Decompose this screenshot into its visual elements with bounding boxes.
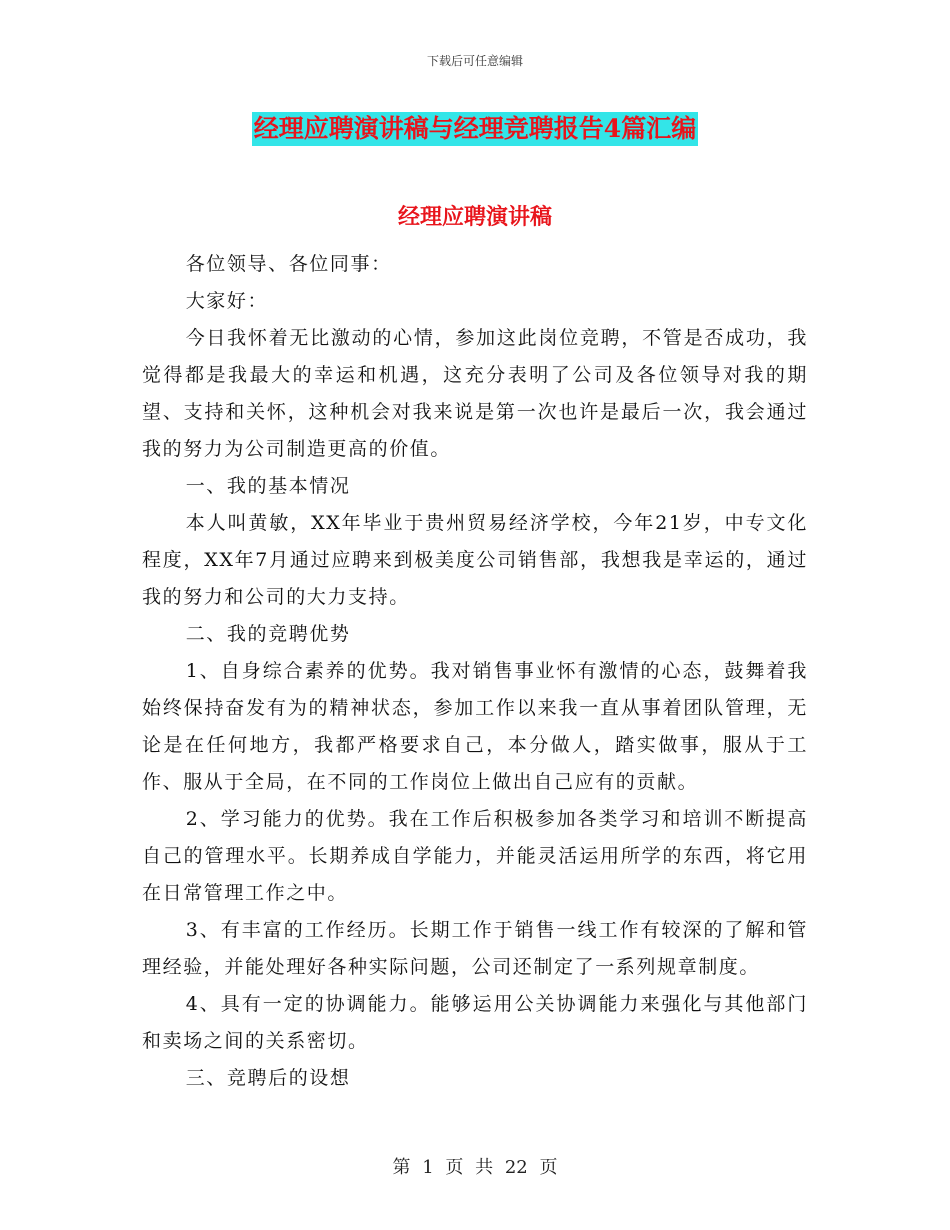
- page-footer: 第 1 页 共 22 页: [392, 1157, 558, 1178]
- section-title: 经理应聘演讲稿: [397, 204, 552, 230]
- paragraph-advantage-3: 3、有丰富的工作经历。长期工作于销售一线工作有较深的了解和管理经验，并能处理好各种实际问题，公司还制定了一系列规章制度。: [142, 919, 808, 978]
- paragraph-advantage-1: 1、自身综合素养的优势。我对销售事业怀有激情的心态，鼓舞着我始终保持奋发有为的精神状态，参加工作以来我一直从事着团队管理，无论是在任何地方，我都严格要求自己，本分做人，踏实做事，服从于工作、服从于全局，在不同的工作岗位上做出自己应有的贡献。: [142, 660, 808, 793]
- paragraph-basic-info: 本人叫黄敏，XX年毕业于贵州贸易经济学校，今年21岁，中专文化程度，XX年7月通过应聘来到极美度公司销售部，我想我是幸运的，通过我的努力和公司的大力支持。: [142, 512, 808, 608]
- heading-basic-info: 一、我的基本情况: [185, 475, 351, 497]
- document-body: [142, 246, 808, 1097]
- paragraph-advantage-4: 4、具有一定的协调能力。能够运用公关协调能力来强化与其他部门和卖场之间的关系密切。: [142, 993, 808, 1052]
- heading-plans: 三、竞聘后的设想: [185, 1067, 351, 1089]
- heading-advantages: 二、我的竞聘优势: [185, 623, 351, 645]
- document-title: [0, 112, 950, 149]
- paragraph-intro: 今日我怀着无比激动的心情，参加这此岗位竞聘，不管是否成功，我觉得都是我最大的幸运和机遇，这充分表明了公司及各位领导对我的期望、支持和关怀，这种机会对我来说是第一次也许是最后一次，我会通过我的努力为公司制造更高的价值。: [142, 327, 808, 460]
- paragraph-salutation: 各位领导、各位同事：: [185, 253, 392, 275]
- page-header-note: 下载后可任意编辑: [426, 54, 523, 68]
- paragraph-advantage-2: 2、学习能力的优势。我在工作后积极参加各类学习和培训不断提高自己的管理水平。长期养成自学能力，并能灵活运用所学的东西，将它用在日常管理工作之中。: [142, 808, 808, 904]
- paragraph-greeting: 大家好：: [185, 290, 269, 312]
- document-title-text: 经理应聘演讲稿与经理竞聘报告4篇汇编: [252, 112, 698, 146]
